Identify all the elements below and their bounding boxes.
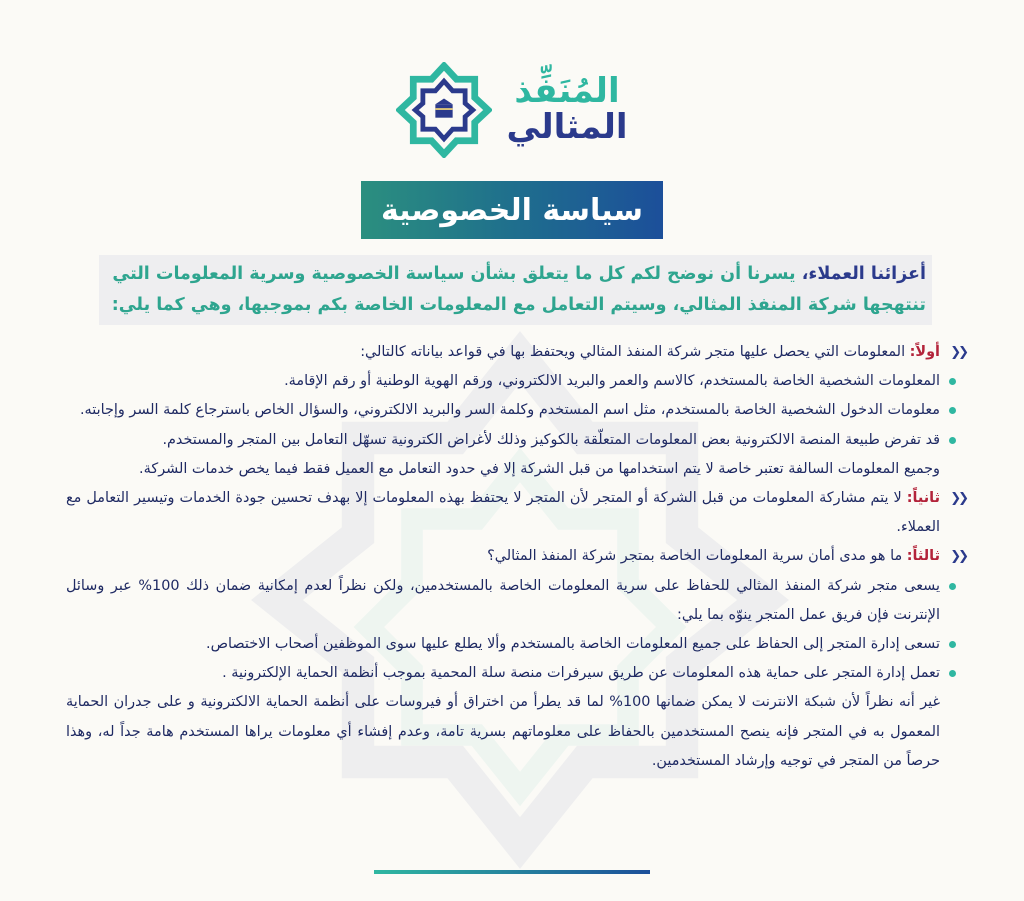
section-first-text: المعلومات التي يحصل عليها متجر شركة المنفذ المثالي ويحتفظ بها في قواعد بياناته كالتالي: xyxy=(360,344,910,360)
section-first-label: أولاً: xyxy=(909,344,940,360)
bullet-icon xyxy=(949,583,956,590)
section-first-note: وجميع المعلومات السالفة تعتبر خاصة لا يتم استخدامها من قبل الشركة إلا في حدود التعامل مع العميل فقط فيما يخص خدمات الشركة. xyxy=(139,460,940,477)
list-item xyxy=(66,659,966,688)
bullet-icon xyxy=(949,670,956,677)
logo-line-1: المُنَفِّذ xyxy=(514,71,620,112)
bullet-text: تسعى إدارة المتجر إلى الحفاظ على جميع المعلومات الخاصة بالمستخدم وألا يطلع عليها سوى الموظفين أصحاب الاختصاص. xyxy=(206,636,940,653)
section-third-text: ما هو مدى أمان سرية المعلومات الخاصة بمتجر شركة المنفذ المثالي؟ xyxy=(487,548,907,565)
section-second xyxy=(66,484,966,542)
closing-paragraph: غير أنه نظراً لأن شبكة الانترنت لا يمكن ضمانها 100% لما قد يطرأ من اختراق أو فيروسات على أنظمة الحماية الالكترونية و على جدران الحماية المعمول به في المتجر فإنه ينصح المستخدمين بالحفاظ على معلوماتهم بسرية تامة، وعدم إفشاء أي معلومات يراها المستخدم هامة جداً له، وهذا حرصاً من المتجر في توجيه وإرشاد المستخدمين. xyxy=(66,694,941,769)
page-title: سياسة الخصوصية xyxy=(361,181,663,239)
bullet-icon xyxy=(949,641,956,648)
intro-lead: أعزائنا العملاء، xyxy=(801,264,926,284)
section-third xyxy=(66,542,966,571)
policy-content xyxy=(66,338,966,776)
bullet-text: المعلومات الشخصية الخاصة بالمستخدم، كالاسم والعمر والبريد الالكتروني، ورقم الهوية الوطنية أو رقم الإقامة. xyxy=(284,373,940,390)
logo-line-2: المثالي xyxy=(506,107,628,147)
bullet-text: معلومات الدخول الشخصية الخاصة بالمستخدم، مثل اسم المستخدم وكلمة السر والبريد الالكتروني، والسؤال الخاص باسترجاع كلمة السر وإجابته. xyxy=(79,402,940,419)
logo-emblem-icon xyxy=(396,62,492,158)
section-first xyxy=(66,338,966,367)
bottom-divider xyxy=(374,870,650,874)
section-second-text: لا يتم مشاركة المعلومات من قبل الشركة أو المتجر لأن المتجر لا يحتفظ بهذه المعلومات إلا بهدف تحسين جودة الخدمات وتيسير التعامل مع العملاء. xyxy=(66,490,940,536)
bullet-text: تعمل إدارة المتجر على حماية هذه المعلومات عن طريق سيرفرات منصة سلة المحمية بموجب أنظمة الحماية الإلكترونية . xyxy=(222,665,940,682)
list-item xyxy=(66,367,966,396)
brand-logo xyxy=(0,62,1024,158)
list-item xyxy=(66,630,966,659)
list-item xyxy=(66,572,966,630)
intro-box xyxy=(99,255,932,325)
list-item xyxy=(66,396,966,425)
bullet-text: قد تفرض طبيعة المنصة الالكترونية بعض المعلومات المتعلّقة بالكوكيز وذلك لأغراض الكترونية تسهّل التعامل بين المتجر والمستخدم. xyxy=(162,431,940,448)
section-third-label: ثالثاً: xyxy=(906,548,940,565)
list-item xyxy=(66,426,966,455)
bullet-icon xyxy=(949,378,956,385)
double-chevron-icon: ❮❮ xyxy=(950,345,966,360)
section-second-label: ثانياً: xyxy=(906,490,940,507)
bullet-icon xyxy=(949,407,956,414)
bullet-text: يسعى متجر شركة المنفذ المثالي للحفاظ على سرية المعلومات الخاصة بالمستخدمين، ولكن نظراً لعدم إمكانية ضمان ذلك 100% عبر وسائل الإنترنت فإن فريق عمل المتجر ينوّه بما يلي: xyxy=(66,577,940,623)
intro-text: يسرنا أن نوضح لكم كل ما يتعلق بشأن سياسة الخصوصية وسرية المعلومات التي تنتهجها شركة المنفذ المثالي، وسيتم التعامل مع المعلومات الخاصة بكم بموجبها، وهي كما يلي: xyxy=(111,264,926,315)
bullet-icon xyxy=(949,437,956,444)
double-chevron-icon: ❮❮ xyxy=(950,491,966,507)
double-chevron-icon: ❮❮ xyxy=(950,549,966,565)
